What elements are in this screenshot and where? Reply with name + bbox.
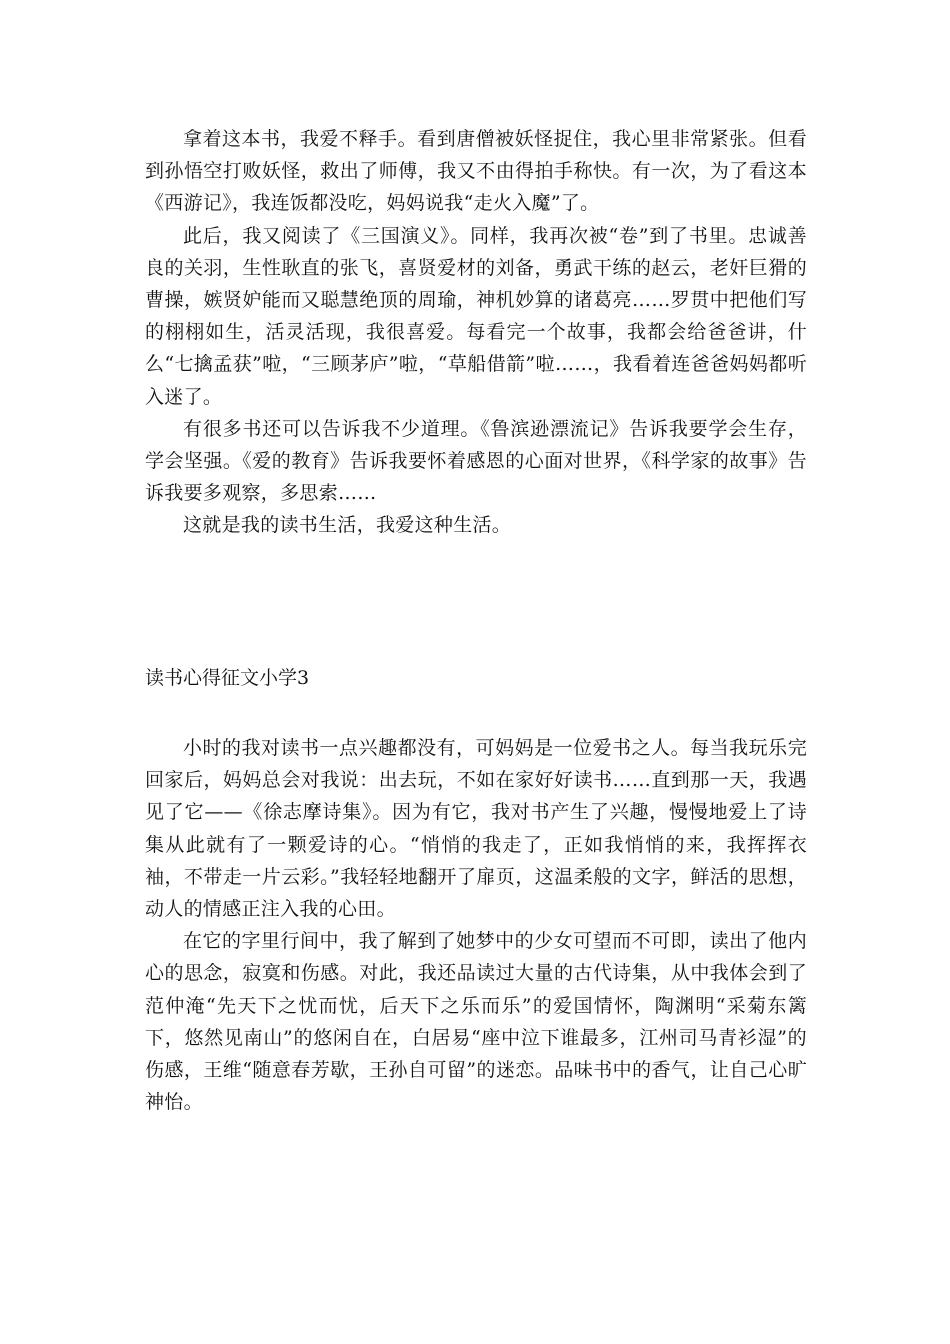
paragraph: 拿着这本书，我爱不释手。看到唐僧被妖怪捉住，我心里非常紧张。但看到孙悟空打败妖怪，救出了师傅，我又不由得拍手称快。有一次，为了看这本《西游记》，我连饭都没吃，妈妈说我“走火入魔”了。	[145, 128, 807, 215]
section-heading: 读书心得征文小学3	[145, 667, 310, 689]
paragraph: 此后，我又阅读了《三国演义》。同样，我再次被“卷”到了书里。忠诚善良的关羽，生性耿直的张飞，喜贤爱材的刘备，勇武干练的赵云，老奸巨猾的曹操，嫉贤妒能而又聪慧绝顶的周瑜，神机妙算的诸葛亮……罗贯中把他们写的栩栩如生，活灵活现，我很喜爱。每看完一个故事，我都会给爸爸讲，什么“七擒孟获”啦，“三顾茅庐”啦，“草船借箭”啦……，我看着连爸爸妈妈都听入迷了。	[145, 224, 807, 408]
paragraph: 这就是我的读书生活，我爱这种生活。	[183, 514, 512, 537]
essay-section-2	[145, 732, 807, 1118]
paragraph: 在它的字里行间中，我了解到了她梦中的少女可望而不可即，读出了他内心的思念，寂寞和伤感。对此，我还品读过大量的古代诗集，从中我体会到了范仲淹“先天下之忧而忧，后天下之乐而乐”的爱国情怀，陶渊明“采菊东篱下，悠然见南山”的悠闲自在，白居易“座中泣下谁最多，江州司马青衫湿”的伤感，王维“随意春芳歇，王孙自可留”的迷恋。品味书中的香气，让自己心旷神怡。	[145, 930, 807, 1114]
paragraph: 有很多书还可以告诉我不少道理。《鲁滨逊漂流记》告诉我要学会生存，学会坚强。《爱的教育》告诉我要怀着感恩的心面对世界，《科学家的故事》告诉我要多观察，多思索……	[145, 417, 807, 505]
essay-section-1	[145, 123, 807, 542]
paragraph: 小时的我对读书一点兴趣都没有，可妈妈是一位爱书之人。每当我玩乐完回家后，妈妈总会对我说：出去玩，不如在家好好读书……直到那一天，我遇见了它——《徐志摩诗集》。因为有它，我对书产生了兴趣，慢慢地爱上了诗集从此就有了一颗爱诗的心。“悄悄的我走了，正如我悄悄的来，我挥挥衣袖，不带走一片云彩。”我轻轻地翻开了扉页，这温柔般的文字，鲜活的思想，动人的情感正注入我的心田。	[145, 737, 807, 921]
